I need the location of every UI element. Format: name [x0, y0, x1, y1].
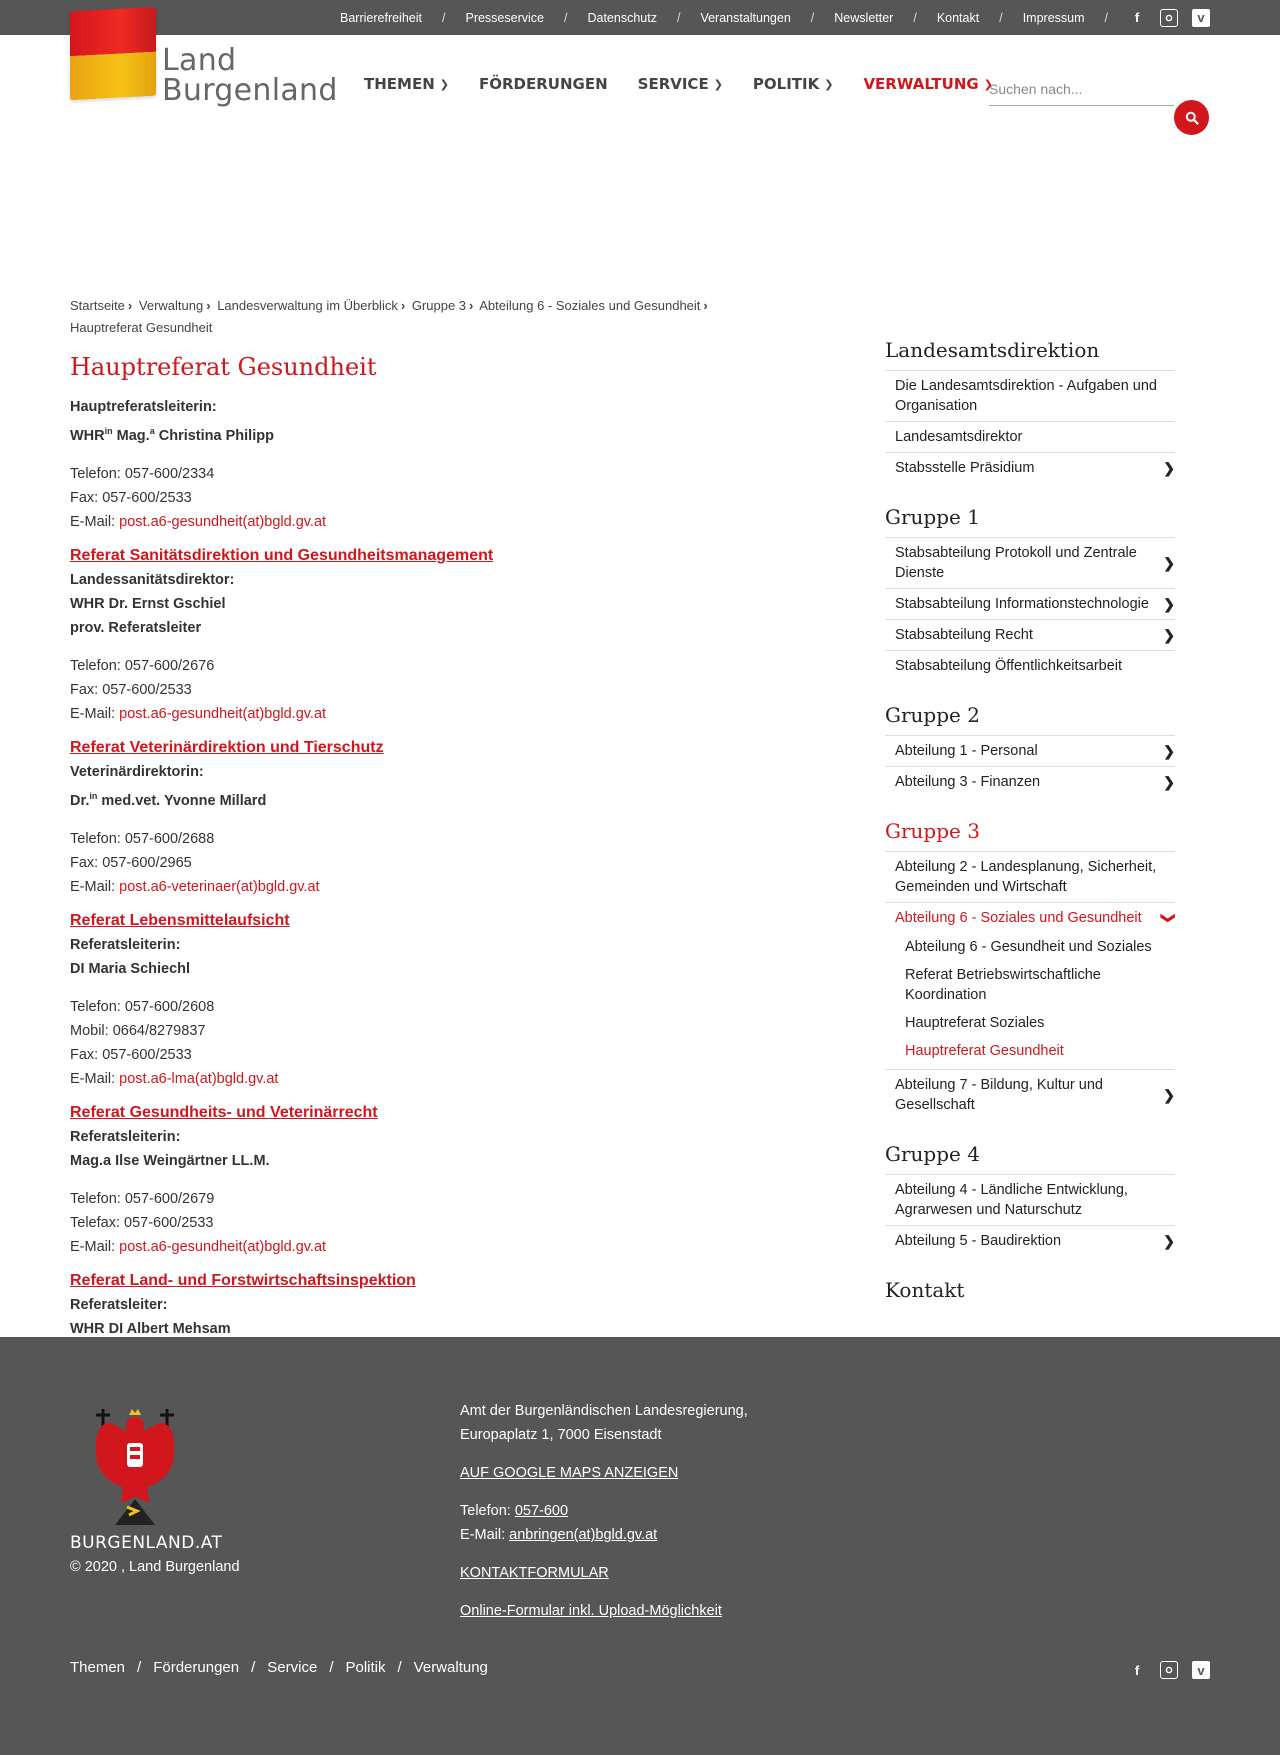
breadcrumb-item[interactable]: Landesverwaltung im Überblick — [217, 298, 398, 313]
referat-title-link[interactable]: Referat Land- und Forstwirtschaftsinspektion — [70, 1271, 416, 1289]
referat-mobile: Mobil: 0664/8279837 — [70, 1022, 206, 1039]
footer-nav-separator: / — [329, 1659, 334, 1676]
sidebar-item[interactable] — [885, 422, 1175, 453]
main-content — [70, 295, 720, 1413]
sidebar-item[interactable] — [885, 589, 1175, 620]
sidebar-item[interactable] — [885, 651, 1175, 681]
referat-fax: Fax: 057-600/2533 — [70, 681, 192, 698]
mail-label: E-Mail: — [70, 878, 120, 895]
head-contact-block — [70, 395, 720, 534]
sidebar-group — [885, 371, 1175, 483]
instagram-icon[interactable] — [1160, 1661, 1178, 1679]
topbar-link-kontakt[interactable]: Kontakt — [936, 10, 980, 25]
footer-nav-themen[interactable]: Themen — [70, 1659, 126, 1676]
chevron-right-icon[interactable]: ❯ — [1163, 774, 1175, 790]
coat-of-arms-icon — [85, 1407, 185, 1527]
referat-role: Referatsleiter: — [70, 1296, 168, 1313]
search-button[interactable] — [1174, 100, 1209, 135]
footer-nav-foerderungen[interactable]: Förderungen — [153, 1659, 240, 1676]
breadcrumb-item[interactable]: Verwaltung — [138, 298, 204, 313]
head-mail-row — [70, 510, 720, 534]
referat-role: Referatsleiterin: — [70, 1128, 181, 1145]
referat-phone: Telefon: 057-600/2608 — [70, 998, 215, 1015]
sidebar-item-label: Abteilung 3 - Finanzen — [895, 774, 1041, 790]
head-mail-link[interactable]: post.a6-gesundheit(at)bgld.gv.at — [119, 513, 327, 530]
footer-phone-label: Telefon: — [460, 1503, 515, 1519]
topbar-link-newsletter[interactable]: Newsletter — [834, 10, 894, 25]
breadcrumb-item[interactable]: Gruppe 3 — [411, 298, 467, 313]
referat-role: Referatsleiterin: — [70, 936, 181, 953]
chevron-right-icon[interactable]: ❯ — [1163, 1233, 1175, 1249]
sidebar-item-active[interactable] — [885, 903, 1178, 933]
chevron-right-icon: › — [703, 298, 708, 313]
sidebar-heading-gruppe-2[interactable]: Gruppe 2 — [885, 703, 1175, 736]
referat-phone: Telefon: 057-600/2688 — [70, 830, 215, 847]
footer-nav-verwaltung[interactable]: Verwaltung — [413, 1659, 488, 1676]
chevron-right-icon: › — [400, 298, 406, 313]
referat-fax: Fax: 057-600/2965 — [70, 854, 192, 871]
footer-copyright: © 2020 , Land Burgenland — [70, 1559, 240, 1575]
nav-label: POLITIK — [752, 75, 820, 93]
footer-nav-separator: / — [397, 1659, 402, 1676]
referat-phone: Telefon: 057-600/2676 — [70, 657, 215, 674]
footer-contact-info — [460, 1399, 748, 1623]
nav-item-foerderungen[interactable] — [479, 75, 608, 93]
contact-form-link[interactable]: KONTAKTFORMULAR — [460, 1565, 609, 1581]
referat-mail-link[interactable]: post.a6-gesundheit(at)bgld.gv.at — [119, 1238, 327, 1255]
mail-label: E-Mail: — [70, 1070, 120, 1087]
head-name-part: WHR — [70, 427, 105, 444]
referat-title-link[interactable]: Referat Gesundheits- und Veterinärrecht — [70, 1103, 378, 1121]
sidebar-item-label: Stabsabteilung Protokoll und Zentrale Dienste — [895, 545, 1137, 581]
online-form-link[interactable]: Online-Formular inkl. Upload-Möglichkeit — [460, 1603, 722, 1619]
topbar-link-barrierefreiheit[interactable]: Barrierefreiheit — [340, 10, 422, 25]
referat-name: WHR Dr. Ernst Gschiel — [70, 595, 226, 612]
sidebar-item[interactable] — [885, 736, 1175, 767]
sidebar-item-label: Die Landesamtsdirektion - Aufgaben und Organisation — [895, 378, 1157, 414]
referat-extra: prov. Referatsleiter — [70, 619, 202, 636]
mail-label: E-Mail: — [70, 513, 120, 530]
referat-role: Veterinärdirektorin: — [70, 763, 204, 780]
referat-title-link[interactable]: Referat Sanitätsdirektion und Gesundheitsmanagement — [70, 546, 494, 564]
topbar-separator: / — [676, 10, 681, 25]
sidebar-subitem[interactable]: Hauptreferat Soziales — [905, 1015, 1045, 1031]
head-name-part: Christina Philipp — [154, 427, 274, 444]
search-input[interactable] — [989, 75, 1174, 103]
chevron-right-icon[interactable]: ❯ — [1163, 743, 1175, 759]
sidebar-item-label: Abteilung 5 - Baudirektion — [895, 1233, 1062, 1249]
sidebar-item[interactable] — [885, 620, 1175, 651]
site-footer — [0, 1337, 1280, 1755]
topbar-separator: / — [1104, 10, 1108, 25]
head-name-sup: in — [104, 426, 113, 436]
sidebar-heading-landesamtsdirektion[interactable]: Landesamtsdirektion — [885, 338, 1175, 371]
sidebar-heading-gruppe-4[interactable]: Gruppe 4 — [885, 1142, 1175, 1175]
flag-logo-image — [70, 7, 156, 101]
sidebar-group — [885, 852, 1178, 1120]
mail-label: E-Mail: — [70, 1238, 120, 1255]
nav-item-politik[interactable] — [753, 75, 834, 93]
referat-name-part: Dr. — [70, 792, 90, 809]
facebook-icon[interactable]: f — [1134, 1662, 1140, 1678]
breadcrumb — [70, 295, 720, 339]
vimeo-icon[interactable]: v — [1192, 1661, 1210, 1679]
sidebar-item-label: Stabsabteilung Öffentlichkeitsarbeit — [895, 658, 1123, 674]
sidebar-navigation — [885, 338, 1178, 1310]
footer-address-line: Amt der Burgenländischen Landesregierung, — [460, 1403, 748, 1419]
chevron-right-icon[interactable]: ❯ — [1163, 555, 1175, 571]
topbar-separator: / — [442, 10, 446, 25]
sidebar-item-label: Landesamtsdirektor — [895, 429, 1023, 445]
referat-name: Mag.a Ilse Weingärtner LL.M. — [70, 1152, 270, 1169]
head-name-sup: a — [149, 426, 155, 436]
breadcrumb-item[interactable]: Abteilung 6 - Soziales und Gesundheit — [479, 298, 701, 313]
referat-mail-link[interactable]: post.a6-veterinaer(at)bgld.gv.at — [119, 878, 320, 895]
referat-block — [70, 544, 720, 726]
sidebar-item-label: Abteilung 4 - Ländliche Entwicklung, Agrarwesen und Naturschutz — [895, 1182, 1128, 1218]
referat-phone: Telefon: 057-600/2679 — [70, 1190, 215, 1207]
sidebar-item[interactable] — [885, 371, 1175, 422]
chevron-right-icon: › — [469, 298, 474, 313]
referat-block — [70, 736, 720, 899]
sidebar-subitem[interactable]: Abteilung 6 - Gesundheit und Soziales — [905, 939, 1152, 955]
sidebar-group — [885, 1175, 1175, 1256]
referat-mail-row — [70, 875, 720, 899]
referat-mail-link[interactable]: post.a6-gesundheit(at)bgld.gv.at — [119, 705, 327, 722]
referat-mail-row — [70, 1067, 720, 1091]
nav-label: SERVICE — [637, 75, 709, 93]
sidebar-heading-gruppe-1[interactable]: Gruppe 1 — [885, 505, 1175, 538]
topbar-separator: / — [563, 10, 568, 25]
sidebar-group — [885, 538, 1175, 681]
sidebar-item[interactable] — [885, 453, 1175, 483]
sidebar-item-label: Stabsabteilung Informationstechnologie — [895, 596, 1149, 612]
head-name-part: Mag. — [112, 427, 150, 444]
chevron-right-icon: › — [127, 298, 133, 313]
chevron-down-icon[interactable]: ❯ — [1161, 912, 1178, 924]
sidebar-item[interactable] — [885, 538, 1175, 589]
footer-phone-row — [460, 1499, 748, 1523]
site-logo[interactable] — [70, 9, 338, 119]
sidebar-item[interactable] — [885, 1070, 1175, 1120]
referat-block — [70, 1101, 720, 1259]
chevron-right-icon[interactable]: ❯ — [1163, 460, 1175, 476]
referat-fax: Telefax: 057-600/2533 — [70, 1214, 214, 1231]
sidebar-item-label: Abteilung 7 - Bildung, Kultur und Gesellschaft — [895, 1077, 1103, 1113]
topbar-separator: / — [913, 10, 917, 25]
logo-text-land: Land — [162, 43, 237, 78]
nav-item-themen[interactable] — [364, 75, 449, 93]
chevron-right-icon: › — [206, 298, 211, 313]
footer-brand: BURGENLAND.AT — [70, 1533, 223, 1553]
logo-text-burgenland: Burgenland — [162, 73, 338, 108]
breadcrumb-current: Hauptreferat Gesundheit — [70, 320, 213, 335]
footer-navigation — [70, 1659, 488, 1676]
chevron-down-icon: ❯ — [439, 77, 449, 91]
google-maps-link[interactable]: AUF GOOGLE MAPS ANZEIGEN — [460, 1465, 679, 1481]
sidebar-item[interactable] — [885, 1175, 1175, 1226]
nav-item-verwaltung[interactable] — [863, 75, 992, 93]
sidebar-item[interactable] — [885, 852, 1175, 903]
footer-mail-link[interactable]: anbringen(at)bgld.gv.at — [509, 1527, 658, 1543]
chevron-down-icon: ❯ — [824, 77, 834, 91]
footer-social-links — [1114, 1661, 1210, 1679]
sidebar-item-label: Stabsstelle Präsidium — [895, 460, 1035, 476]
mail-label: E-Mail: — [70, 705, 120, 722]
topbar-separator: / — [999, 10, 1003, 25]
main-navigation — [364, 75, 1023, 93]
footer-address-line: Europaplatz 1, 7000 Eisenstadt — [460, 1427, 662, 1443]
search-field — [989, 75, 1174, 106]
referat-name — [70, 784, 720, 813]
topbar-link-presseservice[interactable]: Presseservice — [465, 10, 544, 25]
topbar-link-datenschutz[interactable]: Datenschutz — [587, 10, 657, 25]
main-area — [0, 145, 1280, 1337]
footer-phone-link[interactable]: 057-600 — [514, 1503, 569, 1519]
sidebar-item-label: Stabsabteilung Recht — [895, 627, 1033, 643]
facebook-icon[interactable]: f — [1134, 10, 1140, 25]
head-role: Hauptreferatsleiterin: — [70, 399, 217, 415]
chevron-down-icon: ❯ — [983, 77, 993, 91]
sidebar-item[interactable] — [885, 767, 1175, 797]
sidebar-heading-gruppe-3[interactable]: Gruppe 3 — [885, 819, 1175, 852]
referat-name: DI Maria Schiechl — [70, 960, 191, 977]
topbar-separator: / — [810, 10, 815, 25]
nav-label: VERWALTUNG — [863, 75, 979, 93]
site-header — [0, 35, 1280, 145]
head-fax: Fax: 057-600/2533 — [70, 489, 192, 506]
referat-title-link[interactable]: Referat Lebensmittelaufsicht — [70, 911, 290, 929]
instagram-icon[interactable] — [1160, 9, 1178, 27]
footer-nav-separator: / — [251, 1659, 256, 1676]
page-title: Hauptreferat Gesundheit — [70, 353, 377, 381]
nav-label: FÖRDERUNGEN — [478, 75, 608, 93]
chevron-right-icon[interactable]: ❯ — [1163, 596, 1175, 612]
referat-role: Landessanitätsdirektor: — [70, 571, 235, 588]
sidebar-group — [885, 736, 1175, 797]
topbar-link-veranstaltungen[interactable]: Veranstaltungen — [700, 10, 791, 25]
sidebar-subitem[interactable]: Referat Betriebswirtschaftliche Koordination — [905, 967, 1101, 1003]
search-icon — [1185, 111, 1199, 125]
referat-title-link[interactable]: Referat Veterinärdirektion und Tierschutz — [70, 738, 384, 756]
sidebar-sublist — [885, 933, 1175, 1070]
footer-nav-service[interactable]: Service — [267, 1659, 318, 1676]
head-name — [70, 419, 720, 448]
chevron-right-icon[interactable]: ❯ — [1163, 627, 1175, 643]
sidebar-item-label: Abteilung 6 - Soziales und Gesundheit — [895, 910, 1142, 926]
chevron-down-icon: ❯ — [713, 77, 723, 91]
footer-nav-politik[interactable]: Politik — [345, 1659, 386, 1676]
referat-name-part: med.vet. Yvonne Millard — [97, 792, 267, 809]
referat-mail-row — [70, 1235, 720, 1259]
footer-mail-label: E-Mail: — [460, 1527, 510, 1543]
nav-item-service[interactable] — [638, 75, 723, 93]
sidebar-subitem-current[interactable]: Hauptreferat Gesundheit — [905, 1043, 1064, 1059]
sidebar-item[interactable] — [885, 1226, 1175, 1256]
referat-mail-row — [70, 702, 720, 726]
referat-mail-link[interactable]: post.a6-lma(at)bgld.gv.at — [119, 1070, 279, 1087]
footer-mail-row — [460, 1523, 748, 1547]
referat-name: WHR DI Albert Mehsam — [70, 1320, 231, 1337]
sidebar-item-label: Abteilung 2 - Landesplanung, Sicherheit, Gemeinden und Wirtschaft — [895, 859, 1157, 895]
vimeo-icon[interactable]: v — [1192, 9, 1210, 27]
referat-block — [70, 909, 720, 1091]
nav-label: THEMEN — [364, 75, 435, 93]
topbar-link-impressum[interactable]: Impressum — [1022, 10, 1085, 25]
chevron-right-icon[interactable]: ❯ — [1163, 1087, 1175, 1103]
breadcrumb-item[interactable]: Startseite — [70, 298, 125, 313]
referat-fax: Fax: 057-600/2533 — [70, 1046, 192, 1063]
sidebar-item-label: Abteilung 1 - Personal — [895, 743, 1038, 759]
sidebar-heading-kontakt[interactable]: Kontakt — [885, 1278, 965, 1302]
footer-nav-separator: / — [137, 1659, 142, 1676]
head-phone: Telefon: 057-600/2334 — [70, 465, 215, 482]
referat-name-sup: in — [89, 790, 98, 801]
